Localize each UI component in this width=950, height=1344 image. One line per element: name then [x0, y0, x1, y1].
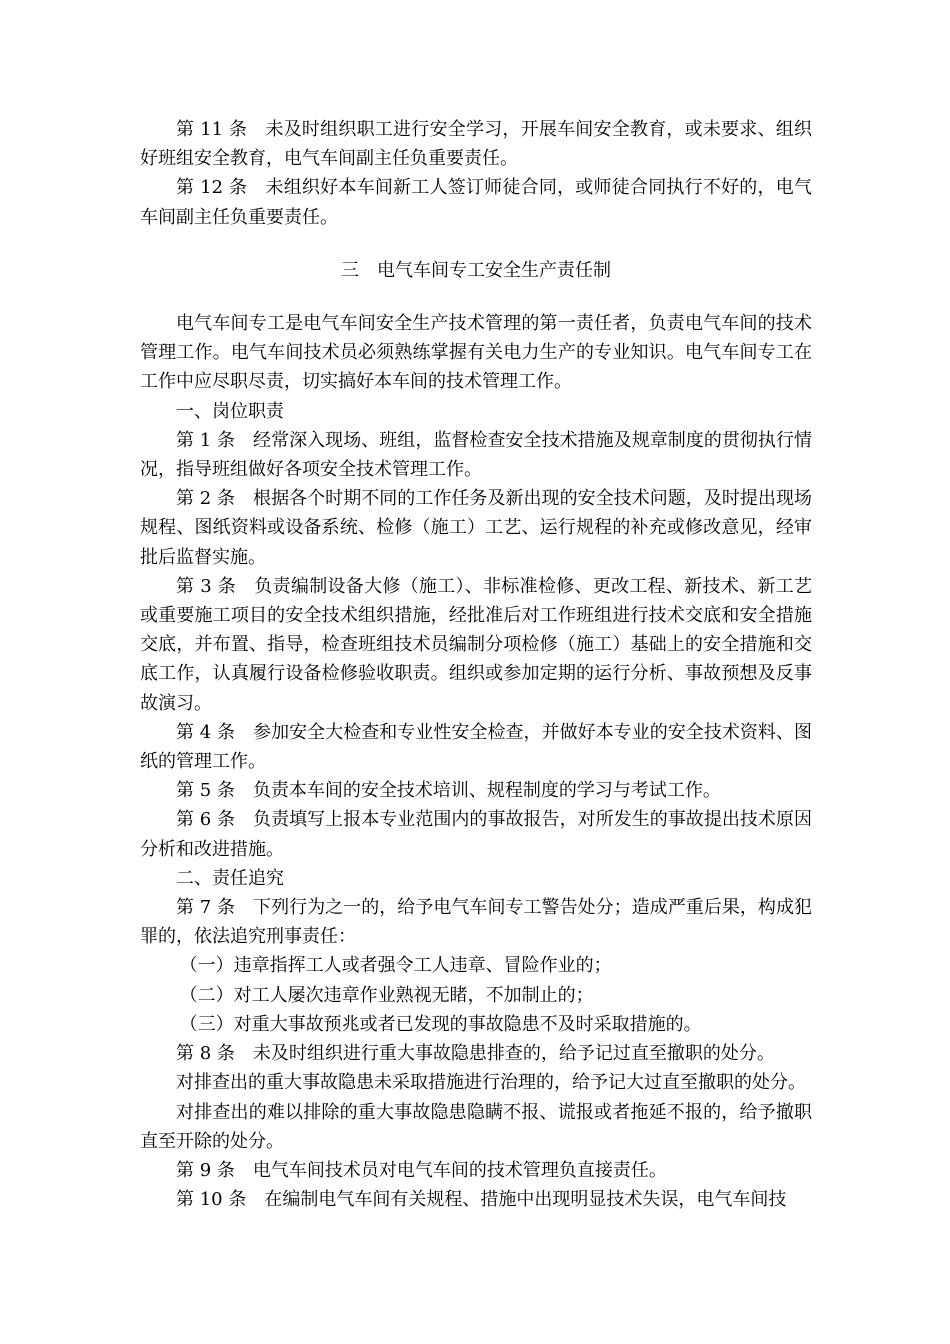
paragraph: 第 2 条 根据各个时期不同的工作任务及新出现的安全技术问题，及时提出现场规程、图纸资料或设备系统、检修（施工）工艺、运行规程的补充或修改意见，经审批后监督实施。	[140, 488, 812, 568]
subsection-heading: 一、岗位职责	[176, 400, 284, 422]
paragraph: 第 10 条 在编制电气车间有关规程、措施中出现明显技术失误，电气车间技	[176, 1189, 787, 1211]
paragraph: 第 1 条 经常深入现场、班组，监督检查安全技术措施及规章制度的贯彻执行情况，指导班组做好各项安全技术管理工作。	[140, 429, 812, 481]
paragraph: 对排查出的难以排除的重大事故隐患隐瞒不报、谎报或者拖延不报的，给予撤职直至开除的处分。	[140, 1101, 812, 1152]
document-body	[140, 115, 812, 1214]
list-item: （二）对工人屡次违章作业熟视无睹，不加制止的；	[179, 984, 594, 1006]
paragraph: 第 5 条 负责本车间的安全技术培训、规程制度的学习与考试工作。	[176, 780, 721, 802]
section-heading: 三 电气车间专工安全生产责任制	[341, 259, 611, 281]
paragraph: 第 7 条 下列行为之一的，给予电气车间专工警告处分；造成严重后果，构成犯罪的，依法追究刑事责任：	[140, 897, 812, 948]
paragraph: 第 6 条 负责填写上报本专业范围内的事故报告，对所发生的事故提出技术原因分析和改进措施。	[140, 809, 812, 860]
paragraph: 第 12 条 未组织好本车间新工人签订师徒合同，或师徒合同执行不好的，电气车间副主任负重要责任。	[140, 177, 812, 228]
paragraph: 第 9 条 电气车间技术员对电气车间的技术管理负直接责任。	[176, 1159, 667, 1181]
paragraph: 第 8 条 未及时组织进行重大事故隐患排查的，给予记过直至撤职的处分。	[176, 1043, 775, 1065]
subsection-heading: 二、责任追究	[176, 867, 284, 889]
paragraph: 对排查出的重大事故隐患未采取措施进行治理的，给予记大过直至撤职的处分。	[176, 1072, 806, 1094]
paragraph: 第 11 条 未及时组织职工进行安全学习，开展车间安全教育，或未要求、组织好班组安全教育，电气车间副主任负重要责任。	[140, 119, 812, 170]
paragraph: 第 4 条 参加安全大检查和专业性安全检查，并做好本专业的安全技术资料、图纸的管理工作。	[140, 721, 812, 773]
paragraph: 电气车间专工是电气车间安全生产技术管理的第一责任者，负责电气车间的技术管理工作。电气车间技术员必须熟练掌握有关电力生产的专业知识。电气车间专工在工作中应尽职尽责，切实搞好本车间的技术管理工作。	[140, 313, 812, 393]
paragraph: 第 3 条 负责编制设备大修（施工）、非标准检修、更改工程、新技术、新工艺或重要施工项目的安全技术组织措施，经批准后对工作班组进行技术交底和安全措施交底，并布置、指导，检查班组技术员编制分项检修（施工）基础上的安全措施和交底工作，认真履行设备检修验收职责。组织或参加定期的运行分析、事故预想及反事故演习。	[140, 575, 812, 714]
list-item: （一）违章指挥工人或者强令工人违章、冒险作业的；	[179, 955, 612, 977]
list-item: （三）对重大事故预兆或者已发现的事故隐患不及时采取措施的。	[179, 1013, 702, 1035]
